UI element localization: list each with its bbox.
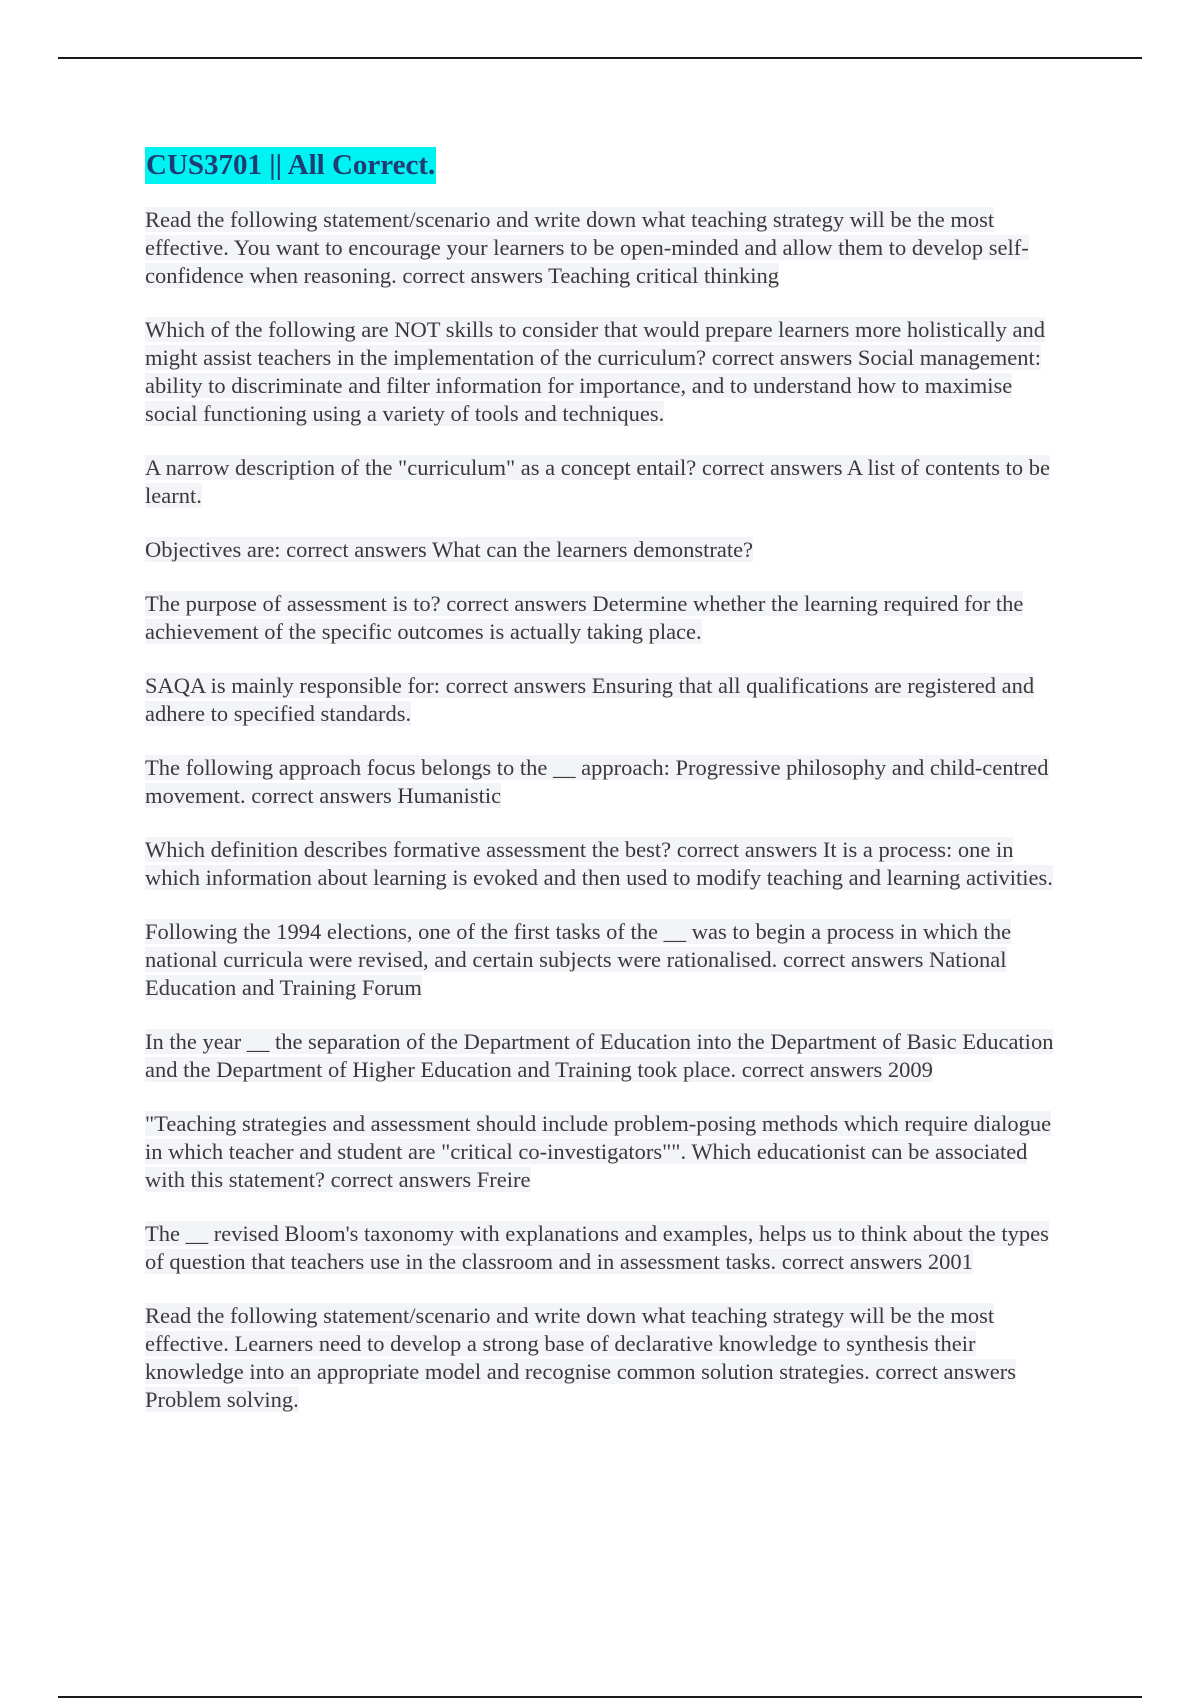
qa-text: Which definition describes formative assessment the best? correct answers It is a process: one in which information about learning is evoked and then used to modify teaching and learning activities. (145, 837, 1053, 890)
document-title: CUS3701 || All Correct. (145, 147, 436, 184)
qa-item-8 (145, 836, 1060, 892)
qa-text: The purpose of assessment is to? correct answers Determine whether the learning required for the achievement of the specific outcomes is actually taking place. (145, 591, 1024, 644)
qa-text: Following the 1994 elections, one of the first tasks of the __ was to begin a process in which the national curricula were revised, and certain subjects were rationalised. correct answers National Education and Training Forum (145, 919, 1012, 1000)
qa-item-2 (145, 316, 1060, 428)
qa-text: The __ revised Bloom's taxonomy with explanations and examples, helps us to think about the types of question that teachers use in the classroom and in assessment tasks. correct answers 2001 (145, 1221, 1049, 1274)
footer-rule (58, 1696, 1142, 1698)
qa-item-12 (145, 1220, 1060, 1276)
document-body (145, 147, 1060, 1440)
qa-item-11 (145, 1110, 1060, 1194)
qa-text: A narrow description of the "curriculum" as a concept entail? correct answers A list of contents to be learnt. (145, 455, 1050, 508)
qa-item-7 (145, 754, 1060, 810)
qa-item-10 (145, 1028, 1060, 1084)
header-rule (58, 57, 1142, 59)
qa-item-13 (145, 1302, 1060, 1414)
qa-text: Read the following statement/scenario and write down what teaching strategy will be the most effective. You want to encourage your learners to be open-minded and allow them to develop self-confidence when reasoning. correct answers Teaching critical thinking (145, 207, 1029, 288)
qa-text: In the year __ the separation of the Department of Education into the Department of Basic Education and the Department of Higher Education and Training took place. correct answers 2009 (145, 1029, 1054, 1082)
qa-item-5 (145, 590, 1060, 646)
qa-text: Objectives are: correct answers What can the learners demonstrate? (145, 537, 754, 562)
qa-text: SAQA is mainly responsible for: correct answers Ensuring that all qualifications are registered and adhere to specified standards. (145, 673, 1035, 726)
qa-item-1 (145, 206, 1060, 290)
qa-item-3 (145, 454, 1060, 510)
qa-text: Which of the following are NOT skills to consider that would prepare learners more holistically and might assist teachers in the implementation of the curriculum? correct answers Social management: ability to discriminate and filter information for importance, and to understand how to maximise social functioning using a variety of tools and techniques. (145, 317, 1045, 426)
qa-text: Read the following statement/scenario and write down what teaching strategy will be the most effective. Learners need to develop a strong base of declarative knowledge to synthesis their knowledge into an appropriate model and recognise common solution strategies. correct answers Problem solving. (145, 1303, 1016, 1412)
qa-text: "Teaching strategies and assessment should include problem-posing methods which require dialogue in which teacher and student are "critical co-investigators"". Which educationist can be associated with this statement? correct answers Freire (145, 1111, 1052, 1192)
qa-item-4 (145, 536, 1060, 564)
qa-item-9 (145, 918, 1060, 1002)
qa-text: The following approach focus belongs to the __ approach: Progressive philosophy and child-centred movement. correct answers Humanistic (145, 755, 1049, 808)
qa-item-6 (145, 672, 1060, 728)
